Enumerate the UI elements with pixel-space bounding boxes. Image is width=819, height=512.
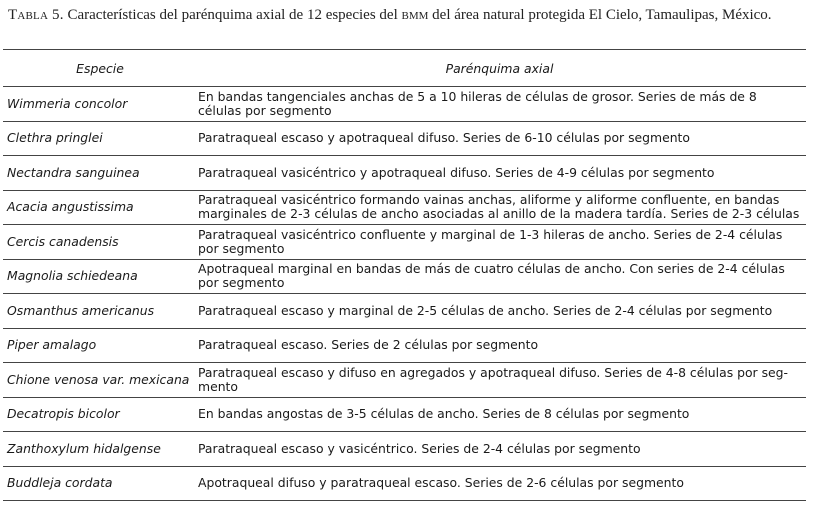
species-cell: Osmanthus americanus: [3, 294, 193, 329]
table-row: [3, 294, 806, 329]
table-row: [3, 259, 806, 294]
table-row: [3, 225, 806, 260]
table-row: [3, 397, 806, 432]
species-cell: Nectandra sanguinea: [3, 156, 193, 191]
column-header-species: Especie: [3, 50, 193, 87]
species-cell: Cercis canadensis: [3, 225, 193, 260]
table-number: Tabla 5.: [8, 7, 64, 23]
species-cell: Buddleja cordata: [3, 466, 193, 501]
table-row: [3, 190, 806, 225]
parenchyma-cell: Apotraqueal marginal en bandas de más de cuatro células de ancho. Con series de 2-4 células por segmento: [193, 259, 806, 294]
caption-text-before: Características del parénquima axial de 12 especies del: [63, 7, 402, 23]
table-row: [3, 156, 806, 191]
species-cell: Wimmeria concolor: [3, 87, 193, 122]
table-body: [3, 87, 806, 501]
parenchyma-cell: Paratraqueal vasicéntrico y apotraqueal difuso. Series de 4-9 células por segmento: [193, 156, 806, 191]
species-cell: Zanthoxylum hidalgense: [3, 432, 193, 467]
species-cell: Chione venosa var. mexicana: [3, 363, 193, 398]
species-cell: Magnolia schiedeana: [3, 259, 193, 294]
parenchyma-cell: Paratraqueal escaso y difuso en agregados y apotraqueal difuso. Series de 4-8 células por seg-mento: [193, 363, 806, 398]
column-header-parenchyma: Parénquima axial: [193, 50, 806, 87]
parenchyma-cell: Paratraqueal vasicéntrico formando vainas anchas, aliforme y aliforme confluente, en bandas marginales de 2-3 células de ancho asociadas al anillo de la madera tardía. Series de 2-3 células: [193, 190, 806, 225]
species-cell: Acacia angustissima: [3, 190, 193, 225]
parenchyma-cell: Paratraqueal vasicéntrico confluente y marginal de 1-3 hileras de ancho. Series de 2-4 células por segmento: [193, 225, 806, 260]
parenchyma-cell: Paratraqueal escaso y vasicéntrico. Series de 2-4 células por segmento: [193, 432, 806, 467]
caption-abbreviation: bmm: [401, 7, 429, 23]
table-row: [3, 328, 806, 363]
parenchyma-table: [3, 49, 806, 501]
parenchyma-cell: En bandas angostas de 3-5 células de ancho. Series de 8 células por segmento: [193, 397, 806, 432]
parenchyma-cell: Paratraqueal escaso y apotraqueal difuso. Series de 6-10 células por segmento: [193, 121, 806, 156]
table-row: [3, 121, 806, 156]
parenchyma-cell: En bandas tangenciales anchas de 5 a 10 hileras de células de grosor. Series de más de 8 células por segmento: [193, 87, 806, 122]
table-row: [3, 363, 806, 398]
species-cell: Decatropis bicolor: [3, 397, 193, 432]
parenchyma-cell: Paratraqueal escaso. Series de 2 células por segmento: [193, 328, 806, 363]
species-cell: Piper amalago: [3, 328, 193, 363]
table-row: [3, 432, 806, 467]
table-caption: [8, 6, 808, 24]
table-row: [3, 87, 806, 122]
species-cell: Clethra pringlei: [3, 121, 193, 156]
parenchyma-cell: Paratraqueal escaso y marginal de 2-5 células de ancho. Series de 2-4 células por segmento: [193, 294, 806, 329]
parenchyma-cell: Apotraqueal difuso y paratraqueal escaso. Series de 2-6 células por segmento: [193, 466, 806, 501]
header-row: [3, 50, 806, 87]
caption-text-after: del área natural protegida El Cielo, Tamaulipas, México.: [428, 7, 772, 23]
table-row: [3, 466, 806, 501]
